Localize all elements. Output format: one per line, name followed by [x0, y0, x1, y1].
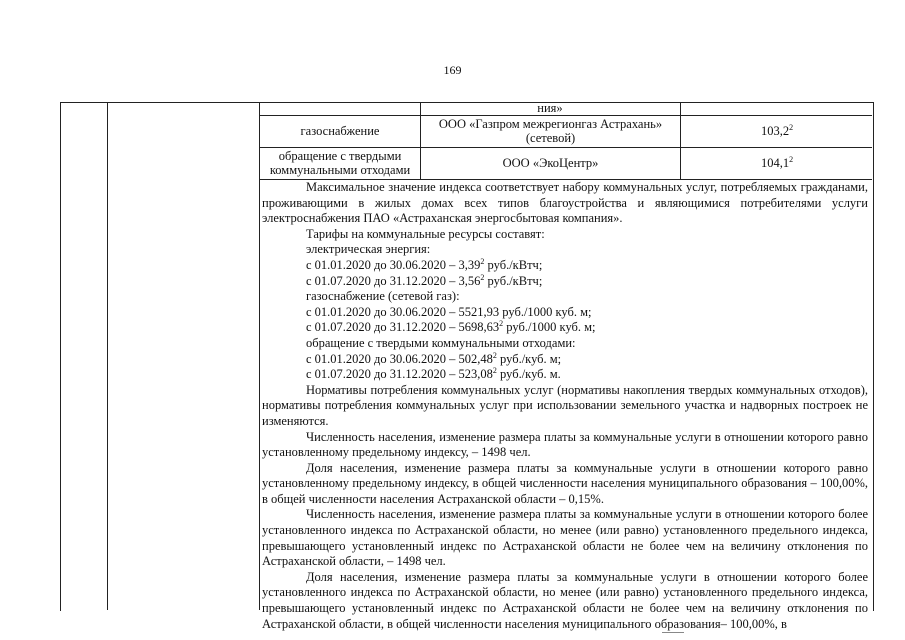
list-item: с 01.07.2020 до 31.12.2020 – 5698,63$^2$ руб./1000 куб. м; — [306, 319, 596, 335]
list-item: с 01.01.2020 до 30.06.2020 – 5521,93 руб./1000 куб. м; — [306, 304, 592, 319]
paragraph: Нормативы потребления коммунальных услуг (нормативы накопления твердых коммунальных отходов), нормативы потребления коммунальных услуг при использовании земельного участка и надворных построек не изменяются. — [262, 382, 868, 428]
list-item: с 01.01.2020 до 30.06.2020 – 502,48$^2$ руб./куб. м; — [306, 350, 562, 366]
column-divider — [107, 102, 108, 610]
row-divider — [259, 147, 872, 148]
list-item: с 01.07.2020 до 31.12.2020 – 523,08$^2$ руб./куб. м. — [306, 365, 561, 382]
paragraph: Численность населения, изменение размера платы за коммунальные услуги в отношении которого равно установленному предельному индексу, – 1498 чел. — [262, 429, 868, 460]
list-item: с 01.07.2020 до 31.12.2020 – 3,56$^2$ руб./кВтч; — [306, 272, 543, 288]
list-heading: электрическая энергия: — [306, 242, 431, 257]
list-heading: газоснабжение (сетевой газ): — [306, 289, 460, 304]
scan-artifact — [662, 632, 684, 633]
table-cell-partial: ния» — [537, 101, 563, 115]
column-divider — [680, 102, 681, 180]
table-cell-service: газоснабжение — [300, 124, 380, 138]
table-cell-index: 104,1$^2$ — [760, 154, 794, 170]
paragraph: Доля населения, изменение размера платы за коммунальные услуги в отношении которого более установленного индекса по Астраханской области, но менее (или равно) установленного предельного индекса, превышающего установленный индекс по Астраханской области не более чем на величину отклонения по Астраханской области, в общей численности населения муниципального образования– 100,00%, в — [262, 569, 868, 631]
paragraph: Максимальное значение индекса соответствует набору коммунальных услуг, потребляемых гражданами, проживающими в жилых домах всех типов благоустройства и являющимися потребителями услуги электроснабжения ПАО «Астраханская энергосбытовая компания». — [262, 180, 868, 226]
paragraph: Численность населения, изменение размера платы за коммунальные услуги в отношении которого более установленного индекса по Астраханской области, но менее (или равно) установленного предельного индекса, превышающего установленный индекс по Астраханской области не более чем на величину отклонения по Астраханской области, – 1498 чел. — [262, 507, 868, 569]
row-divider — [259, 115, 872, 116]
paragraph: Тарифы на коммунальные ресурсы составят: — [306, 226, 545, 241]
paragraph: Доля населения, изменение размера платы за коммунальные услуги в отношении которого равно установленному предельному индексу, в общей численности населения муниципального образования – 100,00%, в общей численности населения Астраханской области – 0,15%. — [262, 460, 868, 506]
table-cell-provider: ООО «Газпром межрегионгаз Астрахань» (сетевой) — [438, 117, 663, 145]
cell-body-text — [262, 180, 868, 632]
list-heading: обращение с твердыми коммунальными отходами: — [306, 335, 576, 350]
page-number: 169 — [443, 63, 462, 77]
table-cell-index: 103,2$^2$ — [760, 122, 794, 138]
table-cell-provider: ООО «ЭкоЦентр» — [502, 156, 599, 170]
table-cell-service: обращение с твердыми коммунальными отходами — [269, 149, 411, 177]
list-item: с 01.01.2020 до 30.06.2020 – 3,39$^2$ руб./кВтч; — [306, 256, 543, 272]
